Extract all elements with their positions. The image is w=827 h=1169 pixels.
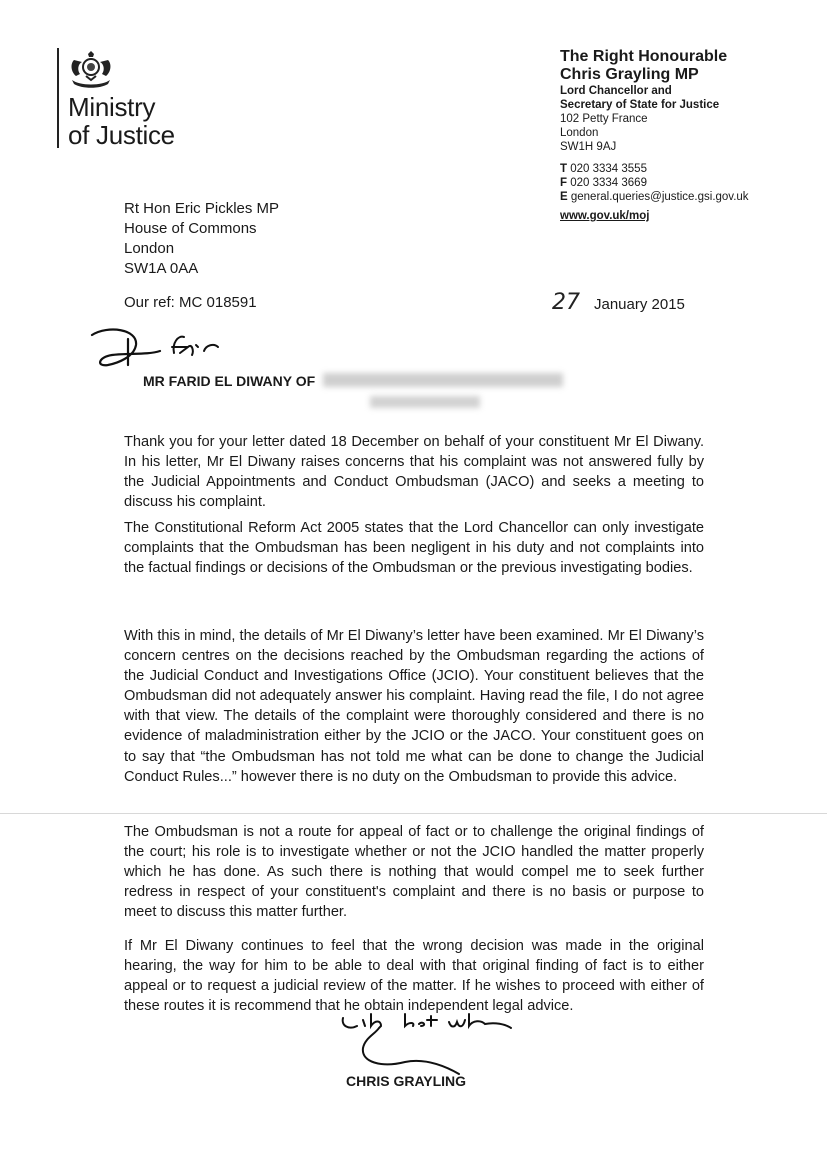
handwritten-salutation [88,325,248,373]
contact-details [560,162,810,204]
email-label: E [560,191,568,203]
email-address: general.queries@justice.gsi.gov.uk [570,191,749,203]
paragraph: Thank you for your letter dated 18 December on behalf of your constituent Mr El Diwany. In his letter, Mr El Diwany raises concerns that his complaint was not answered fully by the Judicial Appointments and Conduct Ombudsman (JACO) and seeks a meeting to discuss his complaint. [124,434,704,511]
sender-address-line: London [560,127,599,139]
paragraph: The Ombudsman is not a route for appeal of fact or to challenge the original findings of the court; his role is to investigate whether or not the JCIO handled the matter properly which he has done. As such there is nothing that would compel me to seek further redress in respect of your constituent's complaint and there is no basis or purpose to meet to discuss this matter further. [124,824,704,921]
phone-label: T [560,163,568,175]
recipient-line: London [124,240,175,257]
sender-name: Chris Grayling MP [560,66,699,83]
phone-number: 020 3334 3555 [570,163,647,175]
sender-role-2: Secretary of State for Justice [560,99,720,111]
fax-line [560,176,810,190]
reference-number: Our ref: MC 018591 [124,294,257,311]
recipient-line: SW1A 0AA [124,260,199,277]
paragraph: With this in mind, the details of Mr El Diwany’s letter have been examined. Mr El Diwany’s concern centres on the decisions reached by the Ombudsman regarding the actions of the Judicial Conduct and Investigations Office (JCIO). Your constituent believes that the Ombudsman did not adequately answer his complaint. Having read the file, I do not agree with that view. The details of the complaint were thoroughly considered and there is no evidence of maladministration either by the JCIO or the JACO. Your constituent goes on to say that “the Ombudsman has not told me what can be done to change the Judicial Conduct Rules...” however there is no duty on the Ombudsman to provide this advice. [124,628,704,785]
paragraph: If Mr El Diwany continues to feel that the wrong decision was made in the original hearing, the way for him to be able to deal with that original finding of fact is to either appeal or to request a judicial review of the matter. If he wishes to proceed with either of these routes it is recommend that he obtain independent legal advice. [124,938,704,1015]
royal-coat-of-arms-icon [66,50,116,90]
redacted-address-continued [370,396,480,408]
fax-number: 020 3334 3669 [570,177,647,189]
phone-line [560,162,810,176]
page-fold-line [0,813,827,814]
paragraph: The Constitutional Reform Act 2005 states that the Lord Chancellor can only investigate complaints that the Ombudsman has been negligent in his duty and not complaints into the factual findings or decisions of the Ombudsman or the previous investigating bodies. [124,520,704,577]
subject-line [143,373,563,389]
sender-address-line: 102 Petty France [560,113,648,125]
redacted-address [323,373,563,387]
sender-role-1: Lord Chancellor and [560,85,672,97]
fax-label: F [560,177,568,189]
ministry-logo-text [68,93,175,149]
recipient-address [124,199,279,279]
email-line [560,190,810,204]
recipient-line: Rt Hon Eric Pickles MP [124,200,280,217]
subject-text: MR FARID EL DIWANY OF [143,373,316,389]
handwritten-signoff-signature [335,1012,545,1077]
handwritten-day: 27 [552,290,580,315]
signer-name: CHRIS GRAYLING [346,1073,467,1089]
website-link[interactable]: www.gov.uk/moj [560,210,650,222]
logo-line-2: of Justice [68,120,175,150]
month-year: January 2015 [594,296,685,313]
letter-date [552,290,685,315]
logo-line-1: Ministry [68,92,156,122]
logo-divider [57,48,59,148]
sender-address-line: SW1H 9AJ [560,141,617,153]
recipient-line: House of Commons [124,220,257,237]
sender-block [560,48,810,222]
sender-title: The Right Honourable [560,48,728,65]
